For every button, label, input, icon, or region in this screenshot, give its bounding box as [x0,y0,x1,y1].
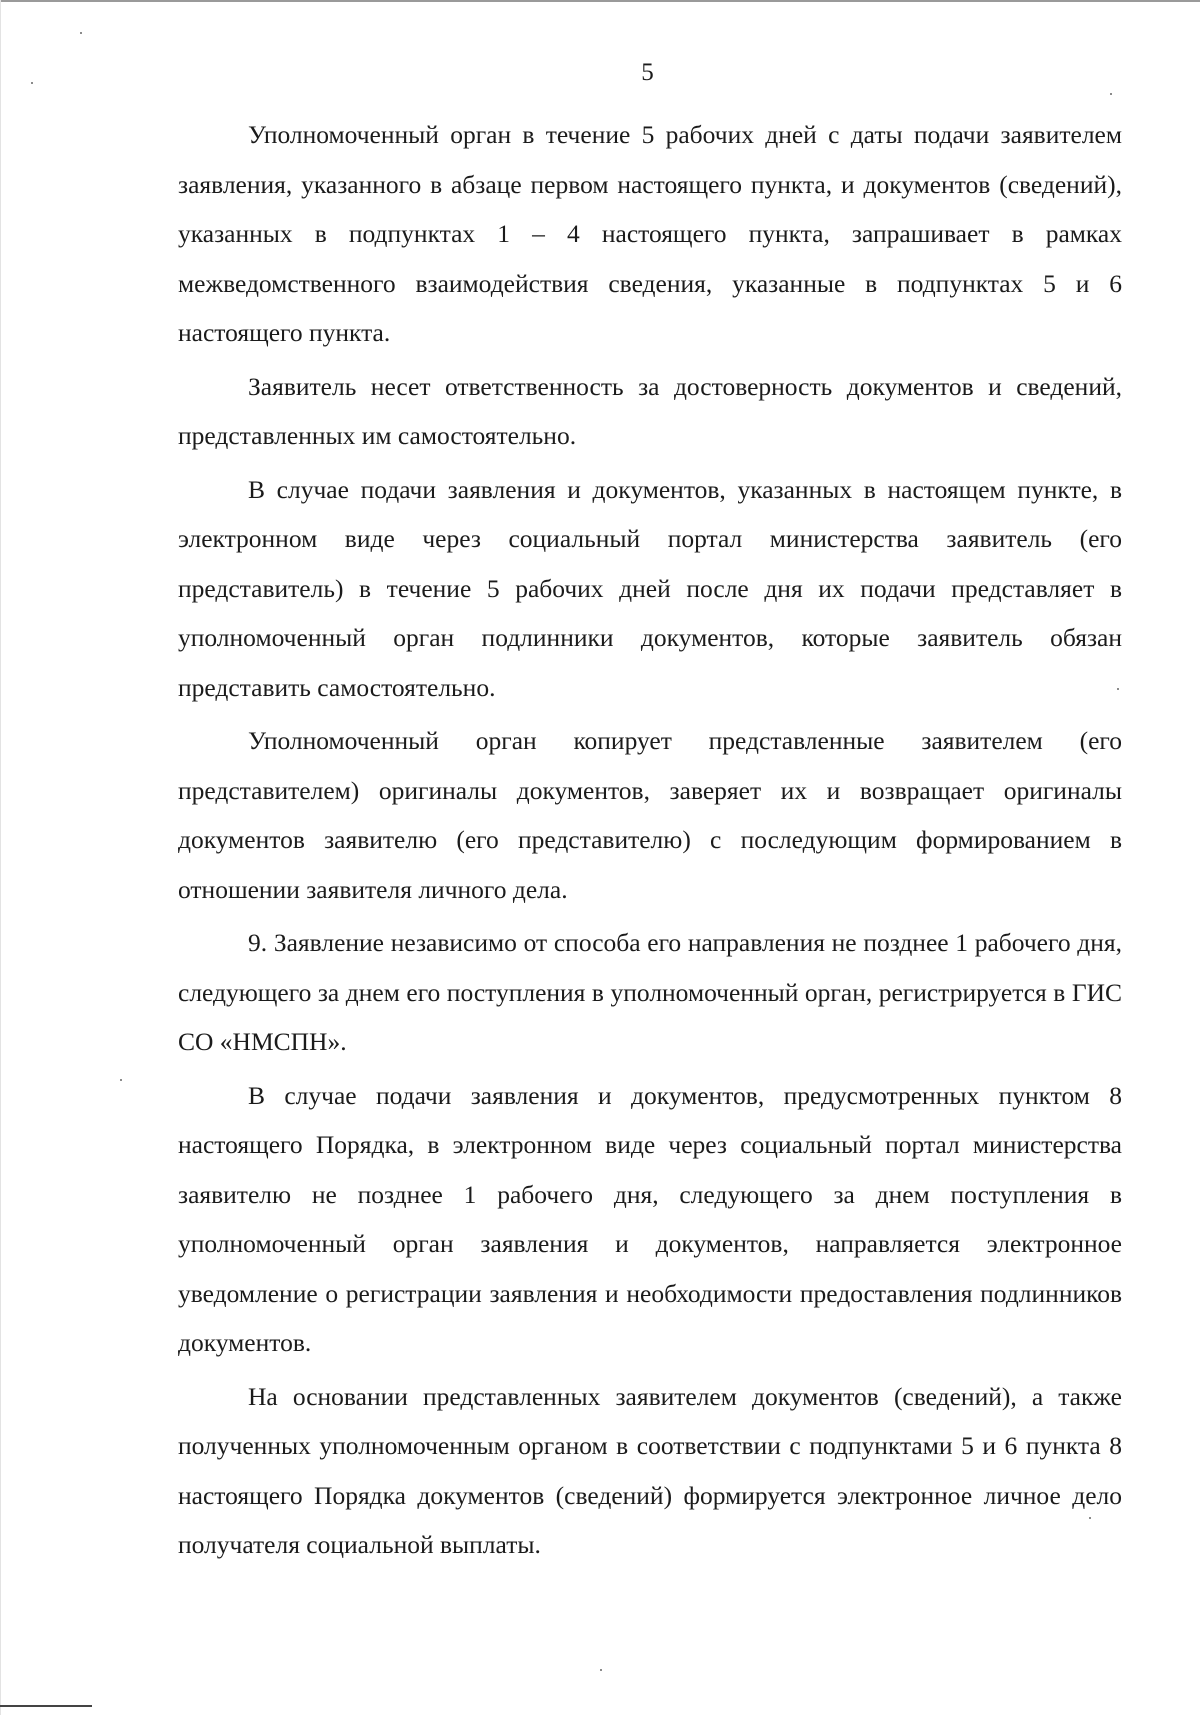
scan-speck [1110,93,1112,95]
scan-speck [80,32,82,34]
paragraph: 9. Заявление независимо от способа его направления не позднее 1 рабочего дня, следующего за днем его поступления в уполномоченный орган, регистрируется в ГИС СО «НМСПН». [178,928,1122,1056]
scan-mark-bottom [0,1705,92,1707]
scan-edge-left [0,0,1,1715]
paragraph: В случае подачи заявления и документов, указанных в настоящем пункте, в электронном виде через социальный портал министерства заявитель (его представитель) в течение 5 рабочих дней после дня их подачи представляет в уполномоченный орган подлинники документов, которые заявитель обязан представить самостоятельно. [178,474,1122,702]
paragraph: Уполномоченный орган в течение 5 рабочих дней с даты подачи заявителем заявления, указанного в абзаце первом настоящего пункта, и документов (сведений), указанных в подпунктах 1 – 4 настоящего пункта, запрашивает в рамках межведомственного взаимодействия сведения, указанные в подпунктах 5 и 6 настоящего пункта. [178,120,1122,347]
paragraph: На основании представленных заявителем документов (сведений), а также полученных уполномоченным органом в соответствии с подпунктами 5 и 6 пункта 8 настоящего Порядка документов (сведений) формируется электронное личное дело получателя социальной выплаты. [178,1381,1122,1559]
paragraph: Уполномоченный орган копирует представленные заявителем (его представителем) оригиналы документов, заверяет их и возвращает оригиналы документов заявителю (его представителю) с последующим формированием в отношении заявителя личного дела. [178,726,1122,904]
scan-edge-top [0,0,1200,2]
document-body [178,110,1122,1574]
page-number: 5 [641,59,654,86]
scan-speck [600,1669,602,1671]
paragraph: В случае подачи заявления и документов, предусмотренных пунктом 8 настоящего Порядка, в электронном виде через социальный портал министерства заявителю не позднее 1 рабочего дня, следующего за днем поступления в уполномоченный орган заявления и документов, направляется электронное уведомление о регистрации заявления и необходимости предоставления подлинников документов. [178,1080,1122,1357]
paragraph: Заявитель несет ответственность за достоверность документов и сведений, представленных им самостоятельно. [178,371,1122,450]
scan-speck [120,1079,122,1081]
